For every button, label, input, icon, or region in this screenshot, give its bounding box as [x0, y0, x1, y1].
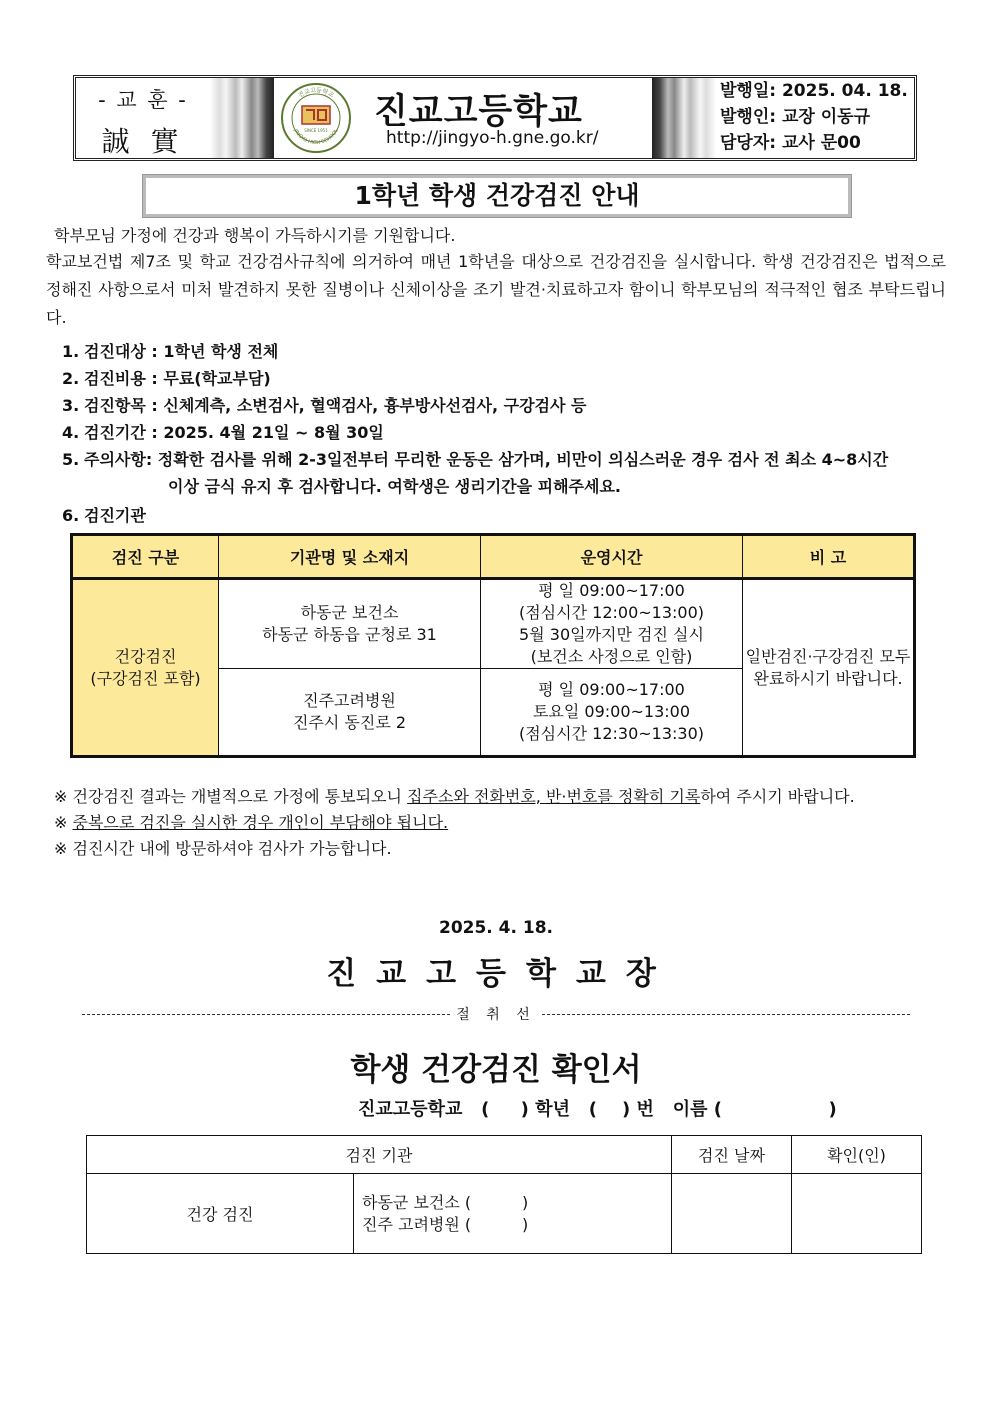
notes: [54, 784, 855, 862]
list-item: 5. 주의사항: 정확한 검사를 위해 2-3일전부터 무리한 운동은 삼가며, 비만이 의심스러운 경우 검사 전 최소 4~8시간: [62, 450, 889, 469]
newsletter-header: [73, 75, 917, 161]
table-header-row: [87, 1136, 922, 1174]
school-name: 진교고등학교: [374, 92, 583, 132]
intro-paragraph: 학교보건법 제7조 및 학교 건강검사규칙에 의거하여 매년 1학년을 대상으로 건강검진을 실시합니다. 학생 건강검진은 법적으로 정해진 사항으로서 미처 발견하지 못한 질병이나 신체이상을 조기 발견·치료하고자 함이니 학부모님의 적극적인 협조 부탁드립니다.: [46, 252, 946, 327]
institution-cell: 하동군 보건소 하동군 하동읍 군청로 31: [219, 579, 481, 669]
list-item: 4. 검진기간 : 2025. 4월 21일 ~ 8월 30일: [62, 423, 384, 442]
logo-english-name: JINGYO HIGH SCHOOL: [292, 128, 340, 147]
school-logo: [280, 82, 352, 154]
publisher: 발행인: 교장 이동규: [720, 107, 871, 127]
category-cell: 건강검진 (구강검진 포함): [72, 579, 219, 757]
column-header: 검진 날짜: [672, 1136, 792, 1174]
motto-text: 誠 實: [101, 125, 185, 158]
institution-options[interactable]: 하동군 보건소 ( ) 진주 고려병원 ( ): [354, 1174, 672, 1254]
item-list: [62, 338, 942, 529]
column-header: 운영시간: [481, 535, 743, 579]
note-1: ※ 건강검진 결과는 개별적으로 가정에 통보되오니 집주소와 전화번호, 반·번호를 정확히 기록하여 주시기 바랍니다.: [54, 787, 855, 806]
column-header: 검진 기관: [87, 1136, 672, 1174]
list-item: 1. 검진대상 : 1학년 학생 전체: [62, 342, 279, 361]
logo-school-name: 진교고등학교: [297, 86, 335, 100]
hours-cell: 평 일 09:00~17:00 (점심시간 12:00~13:00) 5월 30일까지만 검진 실시 (보건소 사정으로 인함): [481, 579, 743, 669]
institution-cell: 진주고려병원 진주시 동진로 2: [219, 669, 481, 757]
list-item: 3. 검진항목 : 신체계측, 소변검사, 혈액검사, 흉부방사선검사, 구강검사 등: [62, 396, 587, 415]
confirmation-table: [86, 1135, 922, 1254]
institution-table: [70, 533, 916, 758]
contact-person: 담당자: 교사 문00: [720, 133, 861, 153]
list-item: 6. 검진기관: [62, 506, 146, 525]
list-item-continuation: 이상 금식 유지 후 검사합니다. 여학생은 생리기간을 피해주세요.: [168, 477, 622, 496]
form-title: 학생 건강검진 확인서: [350, 1052, 642, 1088]
issue-date: 발행일: 2025. 04. 18.: [720, 81, 908, 101]
student-info-line[interactable]: 진교고등학교 ( ) 학년 ( ) 번 이름 ( ): [358, 1099, 837, 1120]
greeting: 학부모님 가정에 건강과 행복이 가득하시기를 기원합니다.: [54, 226, 456, 245]
date-field[interactable]: [672, 1174, 792, 1254]
principal-signature: 진교고등학교장: [326, 956, 676, 992]
issue-info: [720, 78, 908, 156]
note-2: ※ 중복으로 검진을 실시한 경우 개인이 부담해야 됩니다.: [54, 813, 449, 832]
confirm-field[interactable]: [792, 1174, 922, 1254]
column-header: 기관명 및 소재지: [219, 535, 481, 579]
row-label: 건강 검진: [87, 1174, 354, 1254]
column-header: 검진 구분: [72, 535, 219, 579]
column-header: 비 고: [743, 535, 915, 579]
note-cell: 일반검진·구강검진 모두 완료하시기 바랍니다.: [743, 579, 915, 757]
school-url[interactable]: http://jingyo-h.gne.go.kr/: [386, 128, 599, 148]
list-item: 2. 검진비용 : 무료(학교부담): [62, 369, 271, 388]
notice-title: 1학년 학생 건강검진 안내: [142, 174, 852, 218]
issue-date-footer: 2025. 4. 18.: [438, 918, 553, 938]
motto-label: - 교 훈 -: [98, 88, 188, 112]
cut-line: [82, 1004, 910, 1024]
table-row: [72, 579, 915, 669]
column-header: 확인(인): [792, 1136, 922, 1174]
table-row: [87, 1174, 922, 1254]
table-header-row: [72, 535, 915, 579]
decorative-gradient-right: [652, 78, 716, 158]
motto-block: [76, 78, 210, 158]
note-3: ※ 검진시간 내에 방문하셔야 검사가 가능합니다.: [54, 839, 392, 858]
cut-line-label: 절 취 선: [456, 1007, 536, 1023]
logo-since: SINCE 1951: [304, 128, 328, 133]
decorative-gradient-left: [210, 78, 274, 158]
hours-cell: 평 일 09:00~17:00 토요일 09:00~13:00 (점심시간 12:30~13:30): [481, 669, 743, 757]
